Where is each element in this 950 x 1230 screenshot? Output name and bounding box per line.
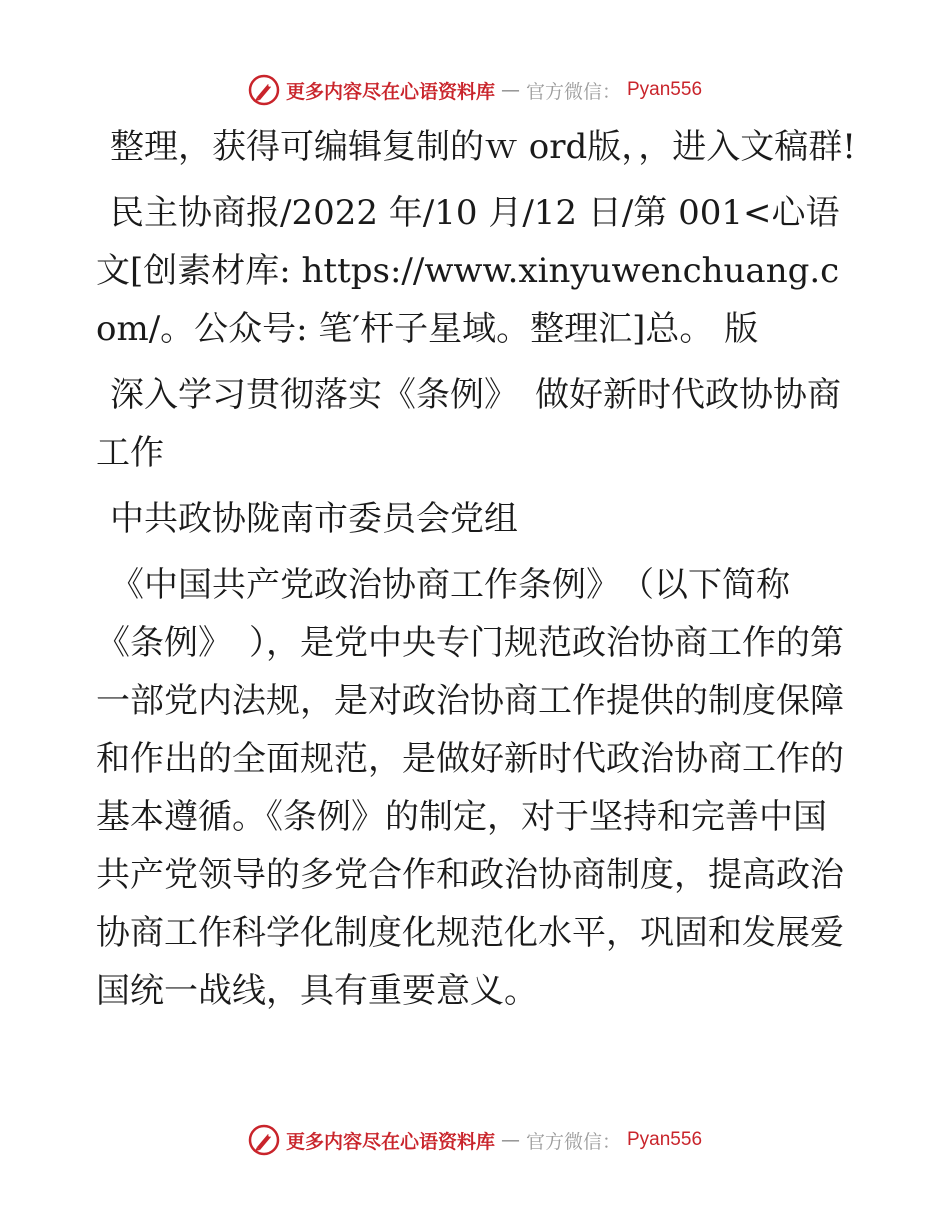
article-author: 中共政协陇南市委员会党组 bbox=[110, 499, 518, 539]
watermark-text: 更多内容尽在心语资料库 bbox=[285, 1130, 495, 1153]
body-paragraph: 《中国共产党政治协商工作条例》 （以下简称《条例》 ），是党中央专门规范政治协商工作的第一部党内法规，是对政治协商工作提供的制度保障和作出的全面规范，是做好新时代政治协商工作的基本遵循。《条例》的制定，对于坚持和完善中国共产党领导的多党合作和政治协商制度，提高政治协商工作科学化制度化规范化水平，巩固和发展爱国统一战线，具有重要意义。 bbox=[96, 565, 844, 1011]
watermark-text: 更多内容尽在心语资料库 bbox=[285, 80, 495, 103]
watermark-contact-label: 官方微信： bbox=[525, 1130, 621, 1153]
watermark-contact-id: Pyan556 bbox=[627, 79, 703, 100]
watermark-separator: — bbox=[500, 79, 520, 101]
footer-watermark bbox=[0, 1120, 950, 1160]
document-body bbox=[96, 118, 856, 1028]
watermark-contact-label: 官方微信： bbox=[525, 80, 621, 103]
pen-logo-icon bbox=[248, 74, 280, 106]
source-line: 民主协商报/2022 年/10 月/12 日/第 001<心语文[创素材库: https://www.xinyuwenchuang.com/。公众号: 笔′杆子星域。整理汇]总。 版 bbox=[96, 193, 840, 349]
pen-logo-icon bbox=[248, 1124, 280, 1156]
intro-paragraph: 整理，获得可编辑复制的ｗ ord版，，进入文稿群! bbox=[110, 127, 856, 167]
article-title: 深入学习贯彻落实《条例》 做好新时代政协协商工作 bbox=[96, 375, 841, 473]
header-watermark bbox=[0, 70, 950, 110]
watermark-contact-id: Pyan556 bbox=[627, 1129, 703, 1150]
watermark-separator: — bbox=[500, 1129, 520, 1151]
